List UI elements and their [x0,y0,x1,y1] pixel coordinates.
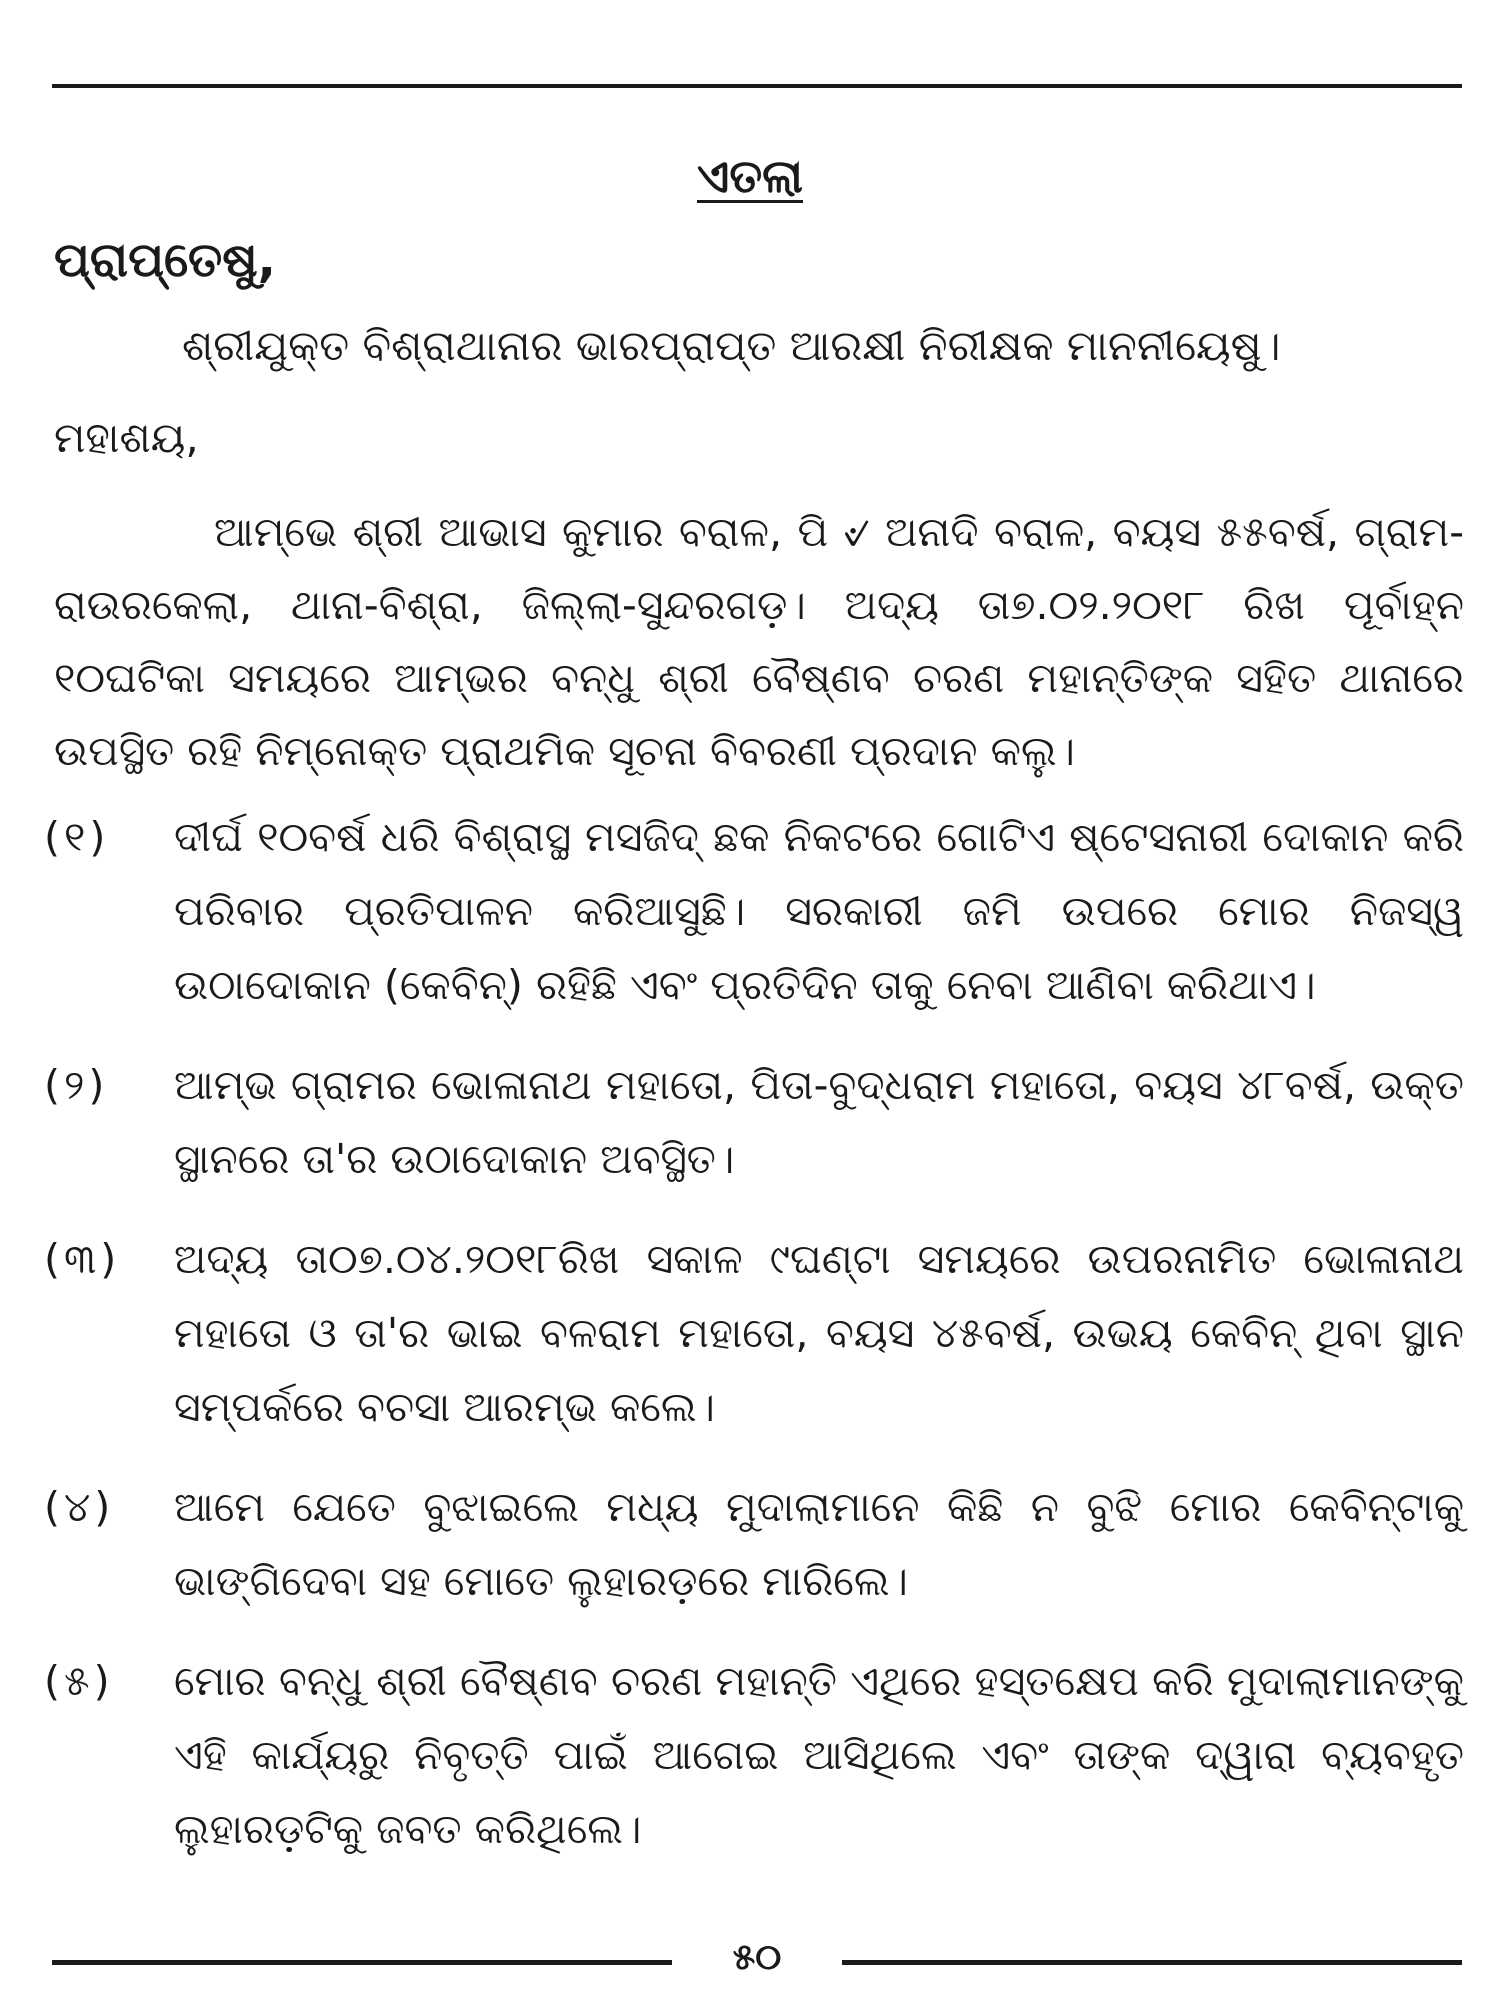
list-item-number: (୨) [44,1061,109,1109]
list-item-number: (୧) [44,813,110,861]
list-item [44,1222,1464,1444]
list-item [44,1470,1464,1618]
list-item [44,1644,1464,1866]
list-item-text: ଅଦ୍ୟ ତା୦୭.୦୪.୨୦୧୮ରିଖ ସକାଳ ୯ଘଣ୍ଟା ସମୟରେ ଉପରନାମିତ ଭୋଳାନାଥ ମହାତୋ ଓ ତା'ର ଭାଇ ବଳରାମ ମହାତୋ, ବୟସ ୪୫ବର୍ଷ, ଉଭୟ କେବିନ୍ ଥିବା ସ୍ଥାନ ସମ୍ପର୍କରେ ବଚସା ଆରମ୍ଭ କଲେ। [174,1235,1464,1431]
list-item-text: ଆମେ ଯେତେ ବୁଝାଇଲେ ମଧ୍ୟ ମୁଦାଲାମାନେ କିଛି ନ ବୁଝି ମୋର କେବିନ୍‌ଟାକୁ ଭାଙ୍ଗିଦେବା ସହ ମୋତେ ଲୁହାରଡ଼ରେ ମାରିଲେ। [174,1483,1464,1605]
document-title [0,148,1500,204]
list-item [44,800,1464,1022]
footer-rule-right [842,1960,1462,1965]
top-rule [52,84,1462,88]
list-item-number: (୪) [44,1483,115,1531]
greeting: ମହାଶୟ, [54,413,199,462]
salutation: ପ୍ରାପ୍ତେଷୁ, [54,232,276,288]
intro-paragraph: ଆମ୍ଭେ ଶ୍ରୀ ଆଭାସ କୁମାର ବରାଳ, ପି ୰ ଅନାଦି ବରାଳ, ବୟସ ୫୫ବର୍ଷ, ଗ୍ରାମ-ରାଉରକେଲା, ଥାନା-ବିଶ୍ରା, ଜିଲ୍ଲା-ସୁନ୍ଦରଗଡ଼। ଅଦ୍ୟ ତା୭.୦୨.୨୦୧୮ ରିଖ ପୂର୍ବାହ୍ନ ୧୦ଘଟିକା ସମୟରେ ଆମ୍ଭର ବନ୍ଧୁ ଶ୍ରୀ ବୈଷ୍ଣବ ଚରଣ ମହାନ୍ତିଙ୍କ ସହିତ ଥାନାରେ ଉପସ୍ଥିତ ରହି ନିମ୍ନୋକ୍ତ ପ୍ରାଥମିକ ସୂଚନା ବିବରଣୀ ପ୍ରଦାନ କଲୁ। [54,508,1464,775]
addressee-line: ଶ୍ରୀଯୁକ୍ତ ବିଶ୍ରାଥାନାର ଭାରପ୍ରାପ୍ତ ଆରକ୍ଷୀ ନିରୀକ୍ଷକ ମାନନୀୟେଷୁ। [182,321,1281,370]
list-item [44,1048,1464,1196]
list-item-text: ମୋର ବନ୍ଧୁ ଶ୍ରୀ ବୈଷ୍ଣବ ଚରଣ ମହାନ୍ତି ଏଥିରେ ହସ୍ତକ୍ଷେପ କରି ମୁଦାଲାମାନଙ୍କୁ ଏହି କାର୍ଯ୍ୟରୁ ନିବୃତ୍ତି ପାଇଁ ଆଗେଇ ଆସିଥିଲେ ଏବଂ ତାଙ୍କ ଦ୍ୱାରା ବ୍ୟବହୃତ ଲୁହାରଡ଼ଟିକୁ ଜବତ କରିଥିଲେ। [174,1657,1464,1853]
document-title-text: ଏତଲା [697,149,803,203]
page-footer [52,1937,1462,1980]
numbered-list [44,800,1464,1892]
list-item-number: (୫) [44,1657,114,1705]
list-item-number: (୩) [44,1235,121,1283]
list-item-text: ଆମ୍ଭ ଗ୍ରାମର ଭୋଳାନାଥ ମହାତୋ, ପିତା-ବୁଦ୍ଧରାମ ମହାତୋ, ବୟସ ୪୮ବର୍ଷ, ଉକ୍ତ ସ୍ଥାନରେ ତା'ର ଉଠାଦୋକାନ ଅବସ୍ଥିତ। [174,1061,1464,1183]
page-number: ୫୦ [732,1937,782,1978]
list-item-text: ଦୀର୍ଘ ୧୦ବର୍ଷ ଧରି ବିଶ୍ରାସ୍ଥ ମସଜିଦ୍ ଛକ ନିକଟରେ ଗୋଟିଏ ଷ୍ଟେସନାରୀ ଦୋକାନ କରି ପରିବାର ପ୍ରତିପାଳନ କରିଆସୁଛି। ସରକାରୀ ଜମି ଉପରେ ମୋର ନିଜସ୍ୱ ଉଠାଦୋକାନ (କେବିନ୍) ରହିଛି ଏବଂ ପ୍ରତିଦିନ ତାକୁ ନେବା ଆଣିବା କରିଥାଏ। [174,813,1464,1009]
